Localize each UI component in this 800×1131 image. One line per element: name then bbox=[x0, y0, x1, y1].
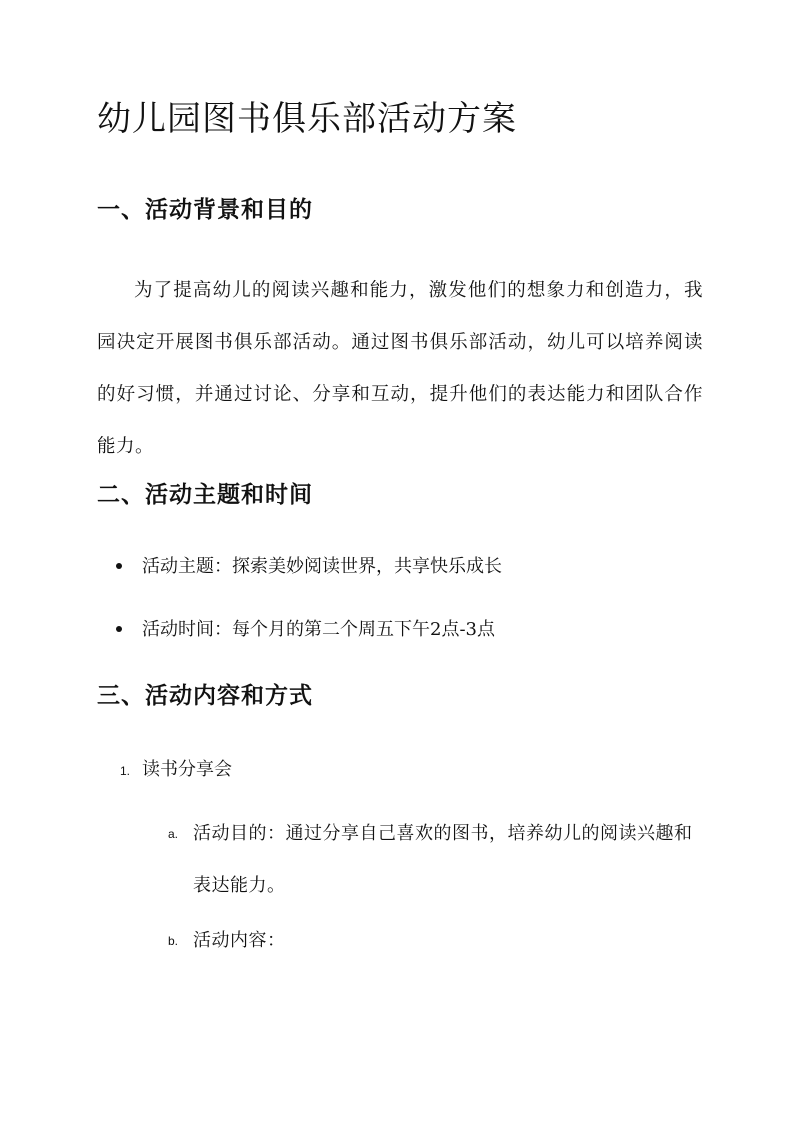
bullet-item-theme bbox=[116, 552, 502, 582]
section-heading-content-method: 三、活动内容和方式 bbox=[97, 682, 313, 709]
numbered-item-label: 读书分享会 bbox=[142, 759, 233, 780]
bullet-text: 活动时间：每个月的第二个周五下午2点-3点 bbox=[142, 619, 495, 640]
section-heading-theme-time: 二、活动主题和时间 bbox=[97, 481, 313, 508]
bullet-dot-icon bbox=[116, 626, 122, 632]
subitem-text: 活动内容： bbox=[193, 930, 286, 951]
document-title: 幼儿园图书俱乐部活动方案 bbox=[97, 99, 517, 139]
list-number-marker: 1. bbox=[120, 764, 131, 778]
bullet-item-time bbox=[116, 615, 495, 645]
section-heading-background: 一、活动背景和目的 bbox=[97, 196, 313, 223]
subitem-content bbox=[168, 915, 708, 967]
list-letter-marker: a. bbox=[168, 827, 179, 841]
numbered-item-reading-share bbox=[120, 755, 232, 786]
list-letter-marker: b. bbox=[168, 934, 179, 948]
section-paragraph-background: 为了提高幼儿的阅读兴趣和能力，激发他们的想象力和创造力，我园决定开展图书俱乐部活动。通过图书俱乐部活动，幼儿可以培养阅读的好习惯，并通过讨论、分享和互动，提升他们的表达能力和团队合作能力。 bbox=[97, 280, 703, 457]
bullet-dot-icon bbox=[116, 563, 122, 569]
subitem-purpose bbox=[168, 808, 708, 912]
subitem-text: 活动目的：通过分享自己喜欢的图书，培养幼儿的阅读兴趣和表达能力。 bbox=[193, 823, 693, 896]
bullet-text: 活动主题：探索美妙阅读世界，共享快乐成长 bbox=[142, 556, 502, 577]
